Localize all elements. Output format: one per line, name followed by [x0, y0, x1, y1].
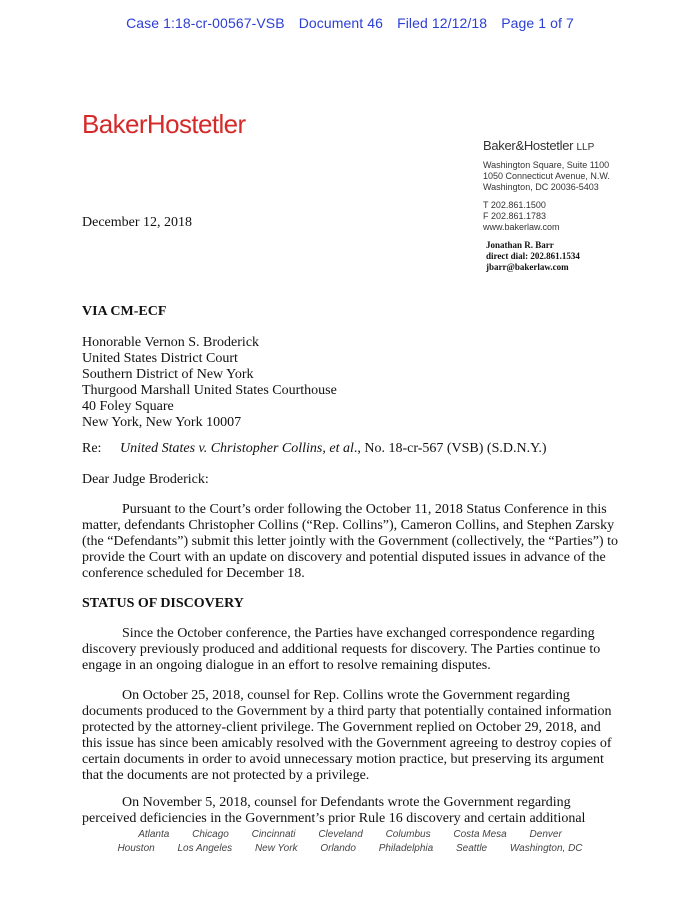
stamp-document-number: Document 46 [298, 15, 384, 31]
firm-website: www.bakerlaw.com [483, 222, 560, 232]
attorney-name: Jonathan R. Barr [486, 240, 554, 250]
firm-name: Baker&Hostetler LLP [483, 138, 595, 153]
office-city: Philadelphia [378, 843, 434, 854]
office-city: Seattle [455, 843, 488, 854]
office-city: Denver [529, 829, 562, 840]
office-city: Orlando [320, 843, 356, 854]
firm-address-block [483, 138, 693, 233]
letter-date: December 12, 2018 [82, 215, 193, 230]
subject-line [82, 441, 622, 457]
paragraph-rule16: On November 5, 2018, counsel for Defendants wrote the Government regarding perceived deficiencies in the Government’s prior Rule 16 discovery and certain additional [82, 795, 586, 826]
section-heading: STATUS OF DISCOVERY [82, 596, 244, 611]
recipient-line: Honorable Vernon S. Broderick [82, 335, 260, 350]
office-city: Chicago [192, 829, 229, 840]
recipient-line: United States District Court [82, 351, 238, 366]
paragraph-status: Since the October conference, the Parties have exchanged correspondence regarding discovery previously produced and additional requests for discovery. The Parties continue to engage in an ongoing dialogue in an effort to resolve remaining disputes. [82, 626, 601, 673]
footer-offices-row-1 [0, 829, 700, 840]
recipient-line: Southern District of New York [82, 367, 254, 382]
firm-address-line: Washington Square, Suite 1100 [483, 160, 610, 170]
recipient-line: New York, New York 10007 [82, 415, 242, 430]
case-caption: United States v. Christopher Collins, et al [120, 441, 354, 456]
office-city: Los Angeles [177, 843, 233, 854]
recipient-line: 40 Foley Square [82, 399, 174, 414]
subject-label: Re: [82, 441, 102, 456]
office-city: Cincinnati [251, 829, 296, 840]
recipient-address [82, 335, 622, 431]
delivery-method: VIA CM-ECF [82, 304, 167, 319]
stamp-filed-date: Filed 12/12/18 [397, 15, 488, 31]
firm-fax: F 202.861.1783 [483, 211, 547, 221]
firm-logo: BakerHostetler [82, 109, 246, 139]
office-city: New York [254, 843, 298, 854]
office-city: Washington, DC [509, 843, 583, 854]
footer-offices-row-2 [0, 843, 700, 854]
office-city: Houston [117, 843, 155, 854]
firm-suffix: LLP [576, 142, 595, 153]
firm-address-line: 1050 Connecticut Avenue, N.W. [483, 171, 610, 181]
attorney-direct-dial: direct dial: 202.861.1534 [486, 251, 580, 261]
court-filing-stamp [0, 15, 700, 31]
attorney-contact-block [486, 240, 686, 273]
attorney-email: jbarr@bakerlaw.com [486, 262, 569, 272]
stamp-case-number: Case 1:18-cr-00567-VSB [126, 15, 285, 31]
firm-address-line: Washington, DC 20036-5403 [483, 182, 599, 192]
office-city: Atlanta [138, 829, 170, 840]
stamp-page-number: Page 1 of 7 [501, 15, 574, 31]
paragraph-privilege: On October 25, 2018, counsel for Rep. Collins wrote the Government regarding documents produced to the Government by a third party that potentially contained information protected by the attorney-client privilege. The Government replied on October 29, 2018, and this issue has since been amicably resolved with the Government agreeing to destroy copies of certain documents in order to avoid unnecessary motion practice, but preserving its argument that the documents are not protected by a privilege. [82, 688, 612, 783]
office-city: Cleveland [318, 829, 363, 840]
firm-phone: T 202.861.1500 [483, 200, 546, 210]
office-city: Columbus [385, 829, 431, 840]
salutation: Dear Judge Broderick: [82, 472, 209, 487]
recipient-line: Thurgood Marshall United States Courthouse [82, 383, 337, 398]
case-number: ., No. 18-cr-567 (VSB) (S.D.N.Y.) [353, 441, 547, 456]
paragraph-intro: Pursuant to the Court’s order following the October 11, 2018 Status Conference in this matter, defendants Christopher Collins (“Rep. Collins”), Cameron Collins, and Stephen Zarsky (the “Defendants”) submit this letter jointly with the Government (collectively, the “Parties”) to provide the Court with an update on discovery and potential disputed issues in advance of the conference scheduled for December 18. [82, 502, 618, 581]
office-city: Costa Mesa [453, 829, 507, 840]
